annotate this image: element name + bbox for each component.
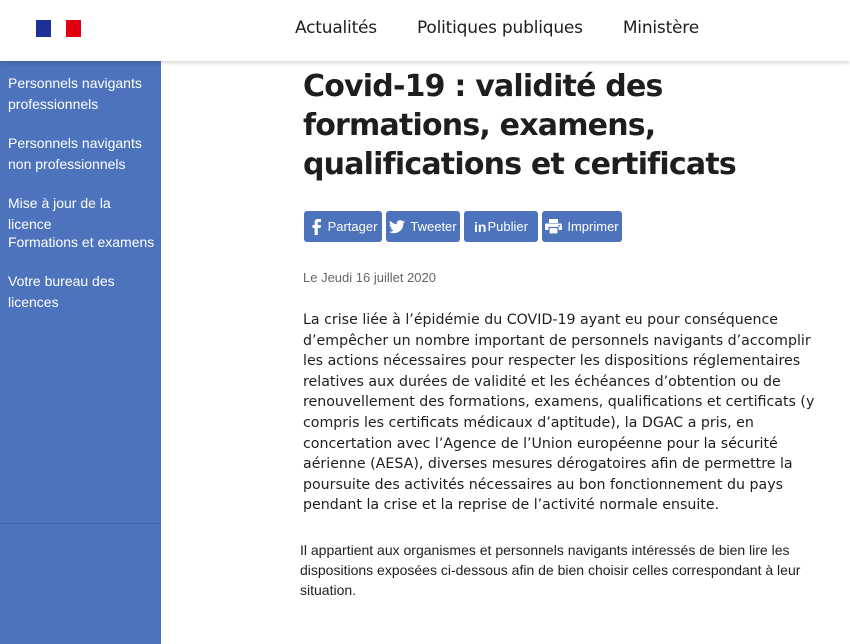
- print-label: Imprimer: [567, 219, 619, 234]
- logo-blue-band: [36, 20, 51, 37]
- share-facebook-button[interactable]: [304, 211, 382, 242]
- share-twitter-button[interactable]: [386, 211, 460, 242]
- share-linkedin-button[interactable]: [464, 211, 538, 242]
- article-lead-line: concertation avec l’Agence de l’Union européenne pour la sécurité: [303, 435, 778, 452]
- share-facebook-label: Partager: [327, 219, 378, 234]
- nav-ministere[interactable]: Ministère: [622, 18, 699, 38]
- sidebar: [0, 61, 161, 644]
- article-lead-line: poursuite des activités nécessaires au bon fonctionnement du pays: [303, 476, 783, 493]
- page-title-line: Covid-19 : validité des: [303, 69, 663, 104]
- sidebar-item-personnels-navigants-professionnels[interactable]: [8, 73, 158, 115]
- sidebar-item-label-line: professionnels: [8, 96, 99, 112]
- sidebar-item-bureau-licences[interactable]: [8, 271, 158, 313]
- sidebar-item-mise-a-jour-licence[interactable]: [8, 193, 158, 235]
- article-lead-line: les actions nécessaires pour respecter les dispositions réglementaires: [303, 353, 801, 370]
- print-button[interactable]: [542, 211, 622, 242]
- nav-actualites[interactable]: Actualités: [295, 18, 377, 38]
- article-lead-line: compris les certificats médicaux d’aptitude), la DGAC a pris, en: [303, 414, 754, 431]
- article-lead-line: La crise liée à l’épidémie du COVID-19 ayant eu pour conséquence: [303, 312, 778, 328]
- article-lead-line: renouvellement des formations, examens, qualifications et certificats (y: [303, 394, 815, 411]
- publication-date: Le Jeudi 16 juillet 2020: [303, 270, 436, 285]
- nav-politiques-publiques[interactable]: Politiques publiques: [416, 18, 583, 38]
- facebook-icon: [309, 219, 323, 235]
- republique-francaise-logo[interactable]: [36, 20, 81, 37]
- sidebar-item-label-line: Mise à jour de la licence: [8, 195, 111, 232]
- share-linkedin-label: Publier: [487, 219, 528, 234]
- sidebar-item-label-line: Formations et examens: [8, 234, 155, 250]
- article-lead-line: pendant la crise et la reprise de l’activité normale ensuite.: [303, 497, 720, 514]
- share-twitter-label: Tweeter: [410, 219, 457, 234]
- logo-white-band: [51, 20, 66, 37]
- article-paragraph-line: situation.: [300, 582, 357, 598]
- sidebar-item-label-line: Personnels navigants: [8, 75, 142, 91]
- twitter-icon: [389, 220, 405, 234]
- article-paragraph-line: dispositions exposées ci-dessous afin de bien choisir celles correspondant à leur: [300, 562, 801, 578]
- article-lead-line: aérienne (AESA), diverses mesures dérogatoires afin de permettre la: [303, 456, 793, 473]
- article-paragraph: [300, 540, 820, 600]
- page-title-line: qualifications et certificats: [303, 147, 736, 182]
- sidebar-item-formations-examens[interactable]: [8, 232, 158, 253]
- logo-red-band: [66, 20, 81, 37]
- sidebar-divider: [0, 523, 161, 524]
- article-lead-line: d’empêcher un nombre important de personnels navigants d’accomplir: [303, 332, 811, 349]
- main-nav: [295, 18, 739, 38]
- sidebar-item-label-line: licences: [8, 294, 59, 310]
- sidebar-item-label-line: Personnels navigants: [8, 135, 142, 151]
- sidebar-item-label-line: Votre bureau des: [8, 273, 115, 289]
- linkedin-icon: in: [474, 218, 487, 235]
- print-icon: [545, 219, 562, 234]
- site-header: [0, 0, 850, 61]
- article-paragraph-line: Il appartient aux organismes et personnels navigants intéressés de bien lire les: [300, 542, 790, 558]
- sidebar-item-label-line: non professionnels: [8, 156, 126, 172]
- sidebar-item-personnels-navigants-non-professionnels[interactable]: [8, 133, 158, 175]
- article-lead-line: relatives aux durées de validité et les échéances d’obtention ou de: [303, 373, 781, 390]
- page-title-line: formations, examens,: [303, 108, 656, 143]
- article-lead: [303, 310, 833, 516]
- page-title: [303, 67, 803, 184]
